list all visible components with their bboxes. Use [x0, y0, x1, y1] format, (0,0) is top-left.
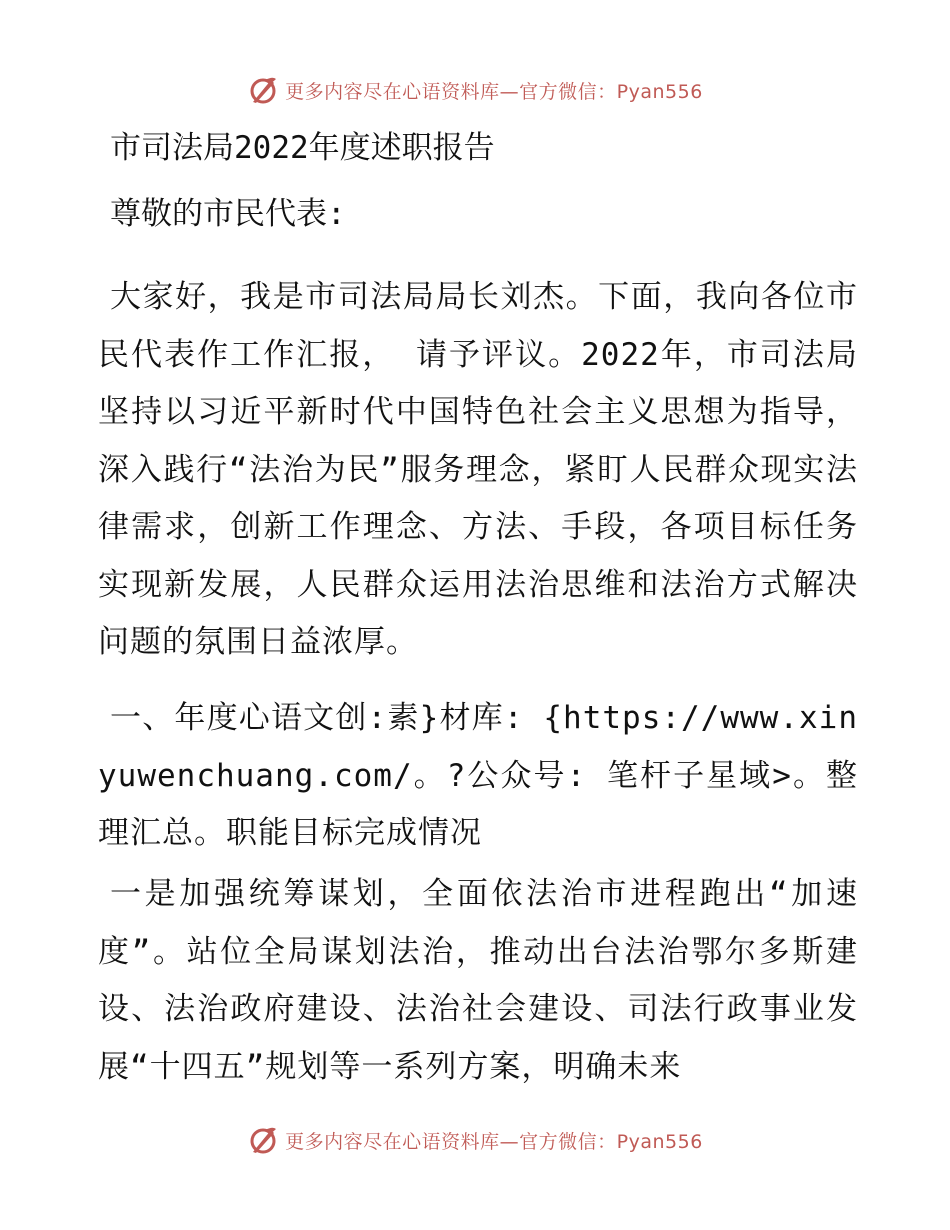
paragraph-item-1: 一是加强统筹谋划，全面依法治市进程跑出“加速度”。站位全局谋划法治，推动出台法治鄂尔多斯建设、法治政府建设、法治社会建设、司法行政事业发展“十四五”规划等一系列方案，明确未来: [98, 876, 858, 1085]
quill-circle-icon: [247, 1124, 279, 1156]
watermark-text: 更多内容尽在心语资料库—官方微信：Pyan556: [285, 1130, 703, 1153]
section-heading: 一、年度心语文创:素}材库: {https://www.xinyuwenchuang.com/。?公众号: 笔杆子星域>。整理汇总。职能目标完成情况: [98, 700, 858, 851]
watermark-text: 更多内容尽在心语资料库—官方微信：Pyan556: [285, 80, 703, 103]
paragraph-intro: 大家好，我是市司法局局长刘杰。下面，我向各位市民代表作工作汇报， 请予评议。2022年，市司法局坚持以习近平新时代中国特色社会主义思想为指导，深入践行“法治为民”服务理念，紧盯人民群众现实法律需求，创新工作理念、方法、手段，各项目标任务实现新发展，人民群众运用法治思维和法治方式解决问题的氛围日益浓厚。: [98, 279, 858, 660]
document-title: 市司法局2022年度述职报告: [110, 130, 495, 166]
watermark-banner-bottom: [0, 1120, 950, 1160]
quill-circle-icon: [247, 74, 279, 106]
watermark-banner-top: [0, 70, 950, 110]
salutation: 尊敬的市民代表:: [110, 196, 346, 232]
